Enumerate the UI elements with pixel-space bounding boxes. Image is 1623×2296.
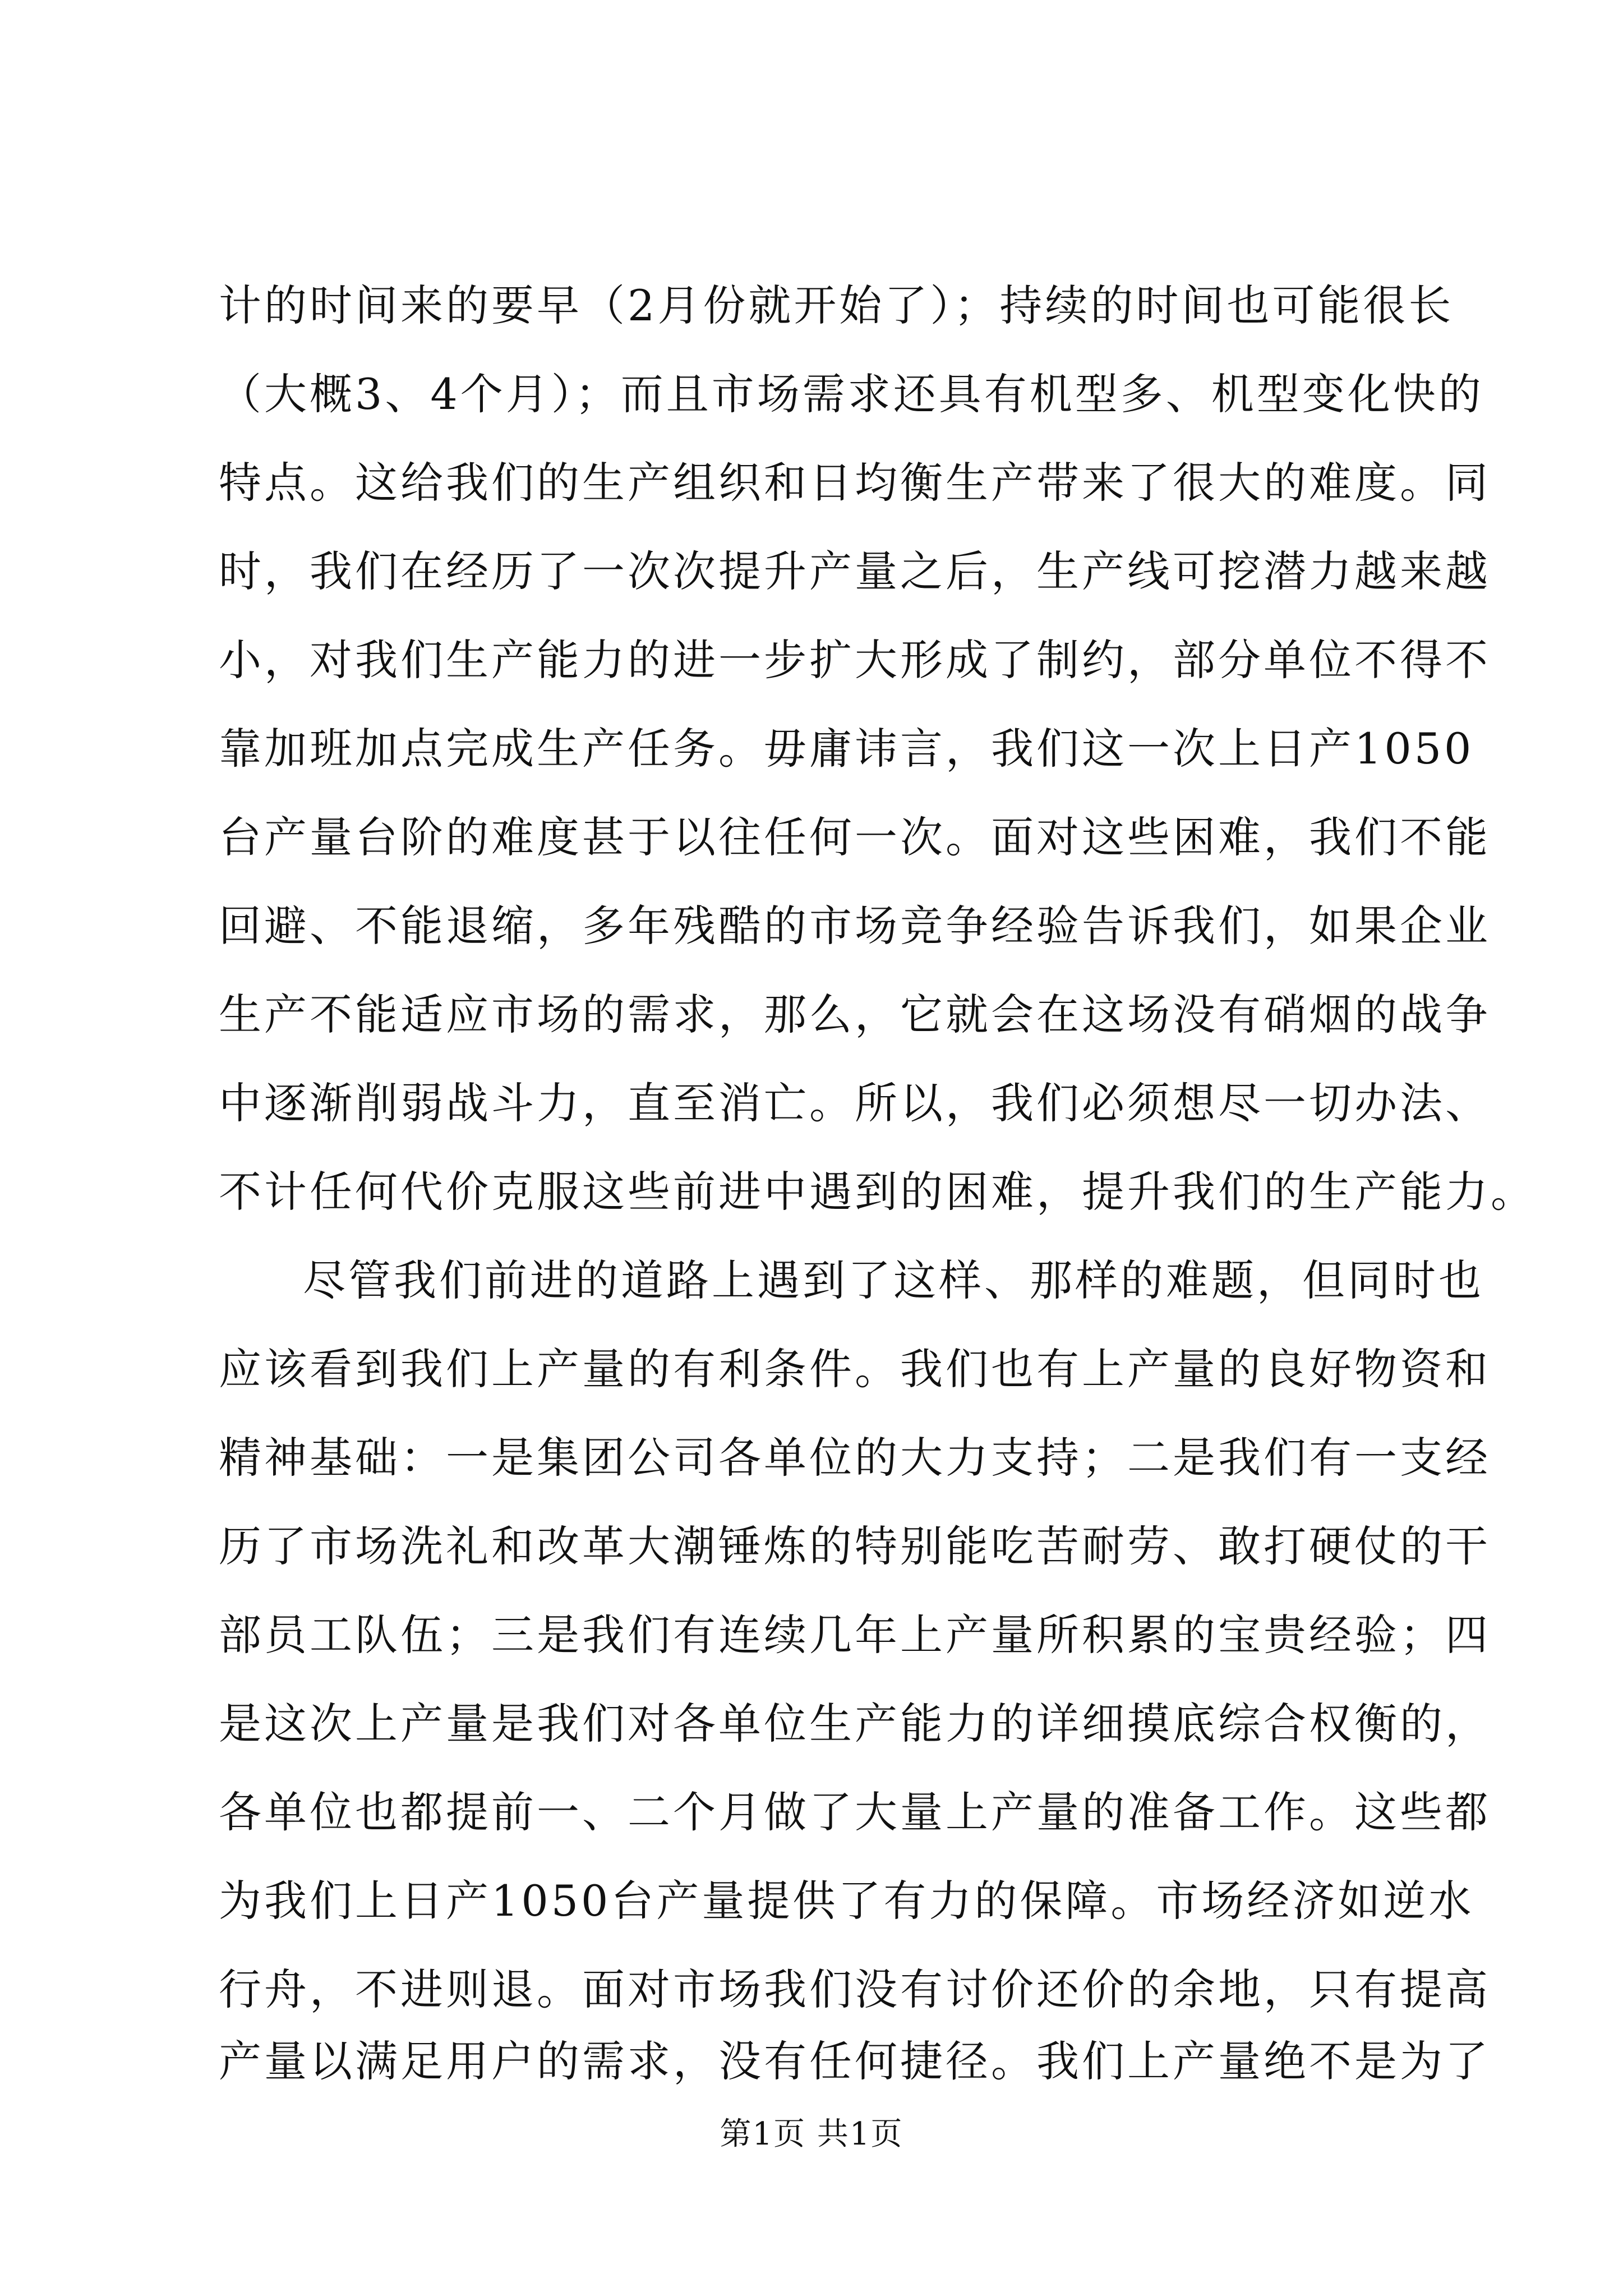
- text-line: 台产量台阶的难度甚于以往任何一次。面对这些困难，我们不能: [219, 812, 1491, 862]
- text-line: 时，我们在经历了一次次提升产量之后，生产线可挖潜力越来越: [219, 546, 1491, 596]
- text-line: 历了市场洗礼和改革大潮锤炼的特别能吃苦耐劳、敢打硬仗的干: [219, 1521, 1491, 1571]
- text-line: 为我们上日产1050台产量提供了有力的保障。市场经济如逆水: [219, 1876, 1474, 1926]
- text-line: 小，对我们生产能力的进一步扩大形成了制约，部分单位不得不: [219, 635, 1491, 685]
- text-line: 计的时间来的要早（2月份就开始了）；持续的时间也可能很长: [219, 280, 1454, 330]
- text-line: 应该看到我们上产量的有利条件。我们也有上产量的良好物资和: [219, 1344, 1491, 1394]
- text-line: 精神基础：一是集团公司各单位的大力支持；二是我们有一支经: [219, 1433, 1491, 1483]
- text-line: 各单位也都提前一、二个月做了大量上产量的准备工作。这些都: [219, 1787, 1491, 1837]
- text-line: 行舟，不进则退。面对市场我们没有讨价还价的余地，只有提高: [219, 1964, 1491, 2014]
- text-line: 产量以满足用户的需求，没有任何捷径。我们上产量绝不是为了: [219, 2036, 1491, 2086]
- text-line: 生产不能适应市场的需求，那么，它就会在这场没有硝烟的战争: [219, 990, 1491, 1039]
- text-line: 靠加班加点完成生产任务。毋庸讳言，我们这一次上日产1050: [219, 724, 1474, 774]
- text-line: 回避、不能退缩，多年残酷的市场竞争经验告诉我们，如果企业: [219, 901, 1491, 951]
- text-line: 部员工队伍；三是我们有连续几年上产量所积累的宝贵经验；四: [219, 1610, 1491, 1660]
- text-line: 是这次上产量是我们对各单位生产能力的详细摸底综合权衡的，: [219, 1699, 1491, 1749]
- text-line: 不计任何代价克服这些前进中遇到的困难，提升我们的生产能力。: [219, 1167, 1536, 1217]
- text-line: （大概3、4个月）；而且市场需求还具有机型多、机型变化快的: [219, 369, 1484, 419]
- text-line: 中逐渐削弱战斗力，直至消亡。所以，我们必须想尽一切办法、: [219, 1078, 1491, 1128]
- text-line: 特点。这给我们的生产组织和日均衡生产带来了很大的难度。同: [219, 458, 1491, 508]
- page-footer: 第1页 共1页: [720, 2116, 903, 2152]
- paragraph-first-line: 尽管我们前进的道路上遇到了这样、那样的难题，但同时也: [303, 1255, 1484, 1305]
